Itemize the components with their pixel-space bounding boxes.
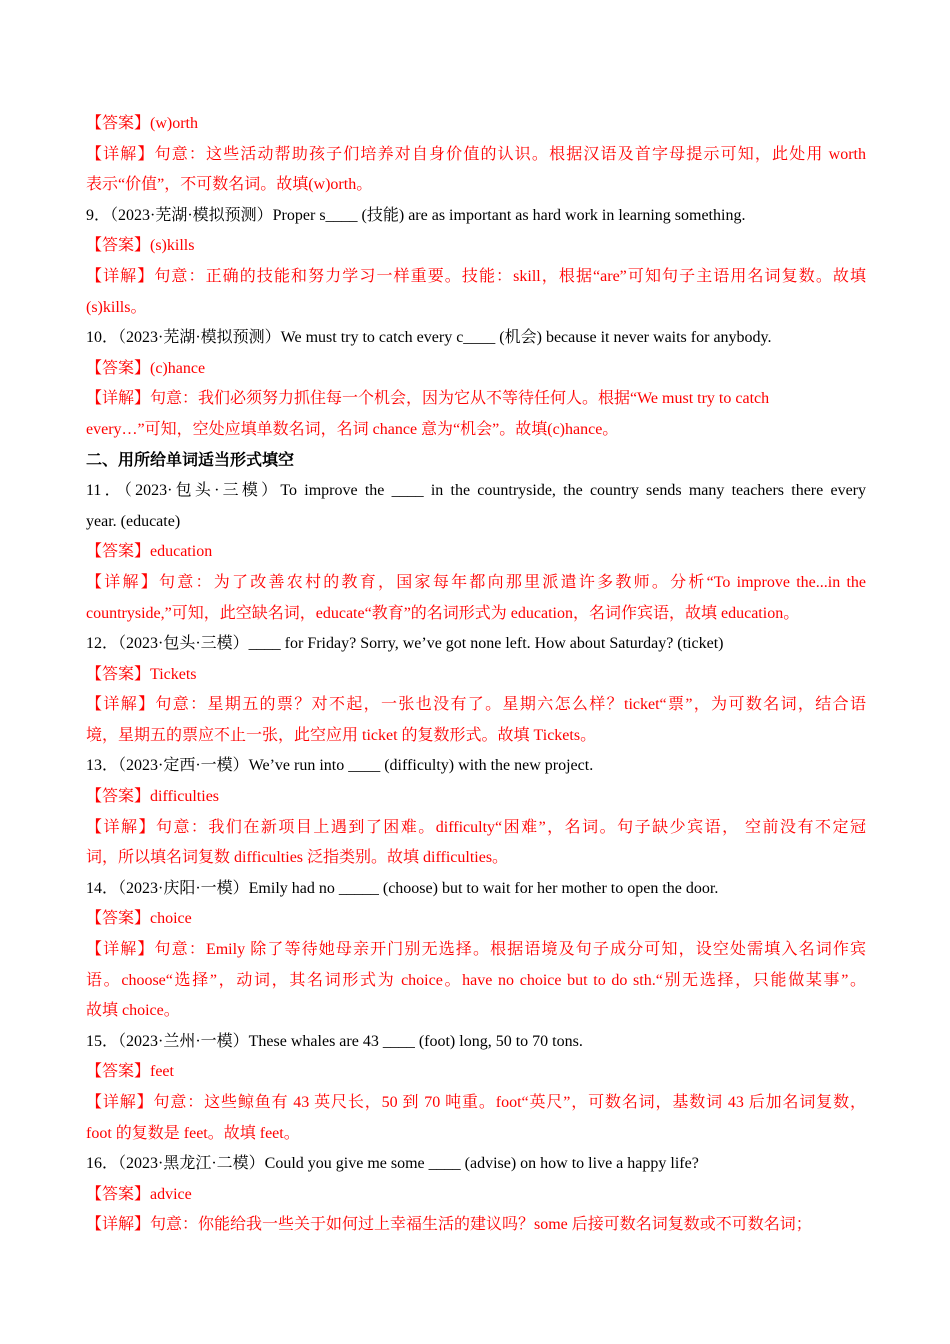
- explanation-line: countryside,”可知，此空缺名词，educate“教育”的名词形式为 education，名词作宾语，故填 education。: [86, 604, 800, 622]
- question-line: year. (educate): [86, 512, 181, 530]
- question-line: 16．（2023·黑龙江·二模）Could you give me some ____ (advise) on how to live a happy life?: [86, 1155, 699, 1173]
- answer-line: 【答案】(s)kills: [86, 237, 195, 255]
- question-line: 11．（2023·包头·三模）To improve the ____ in the countryside, the country sends many teachers there every: [86, 482, 866, 500]
- explanation-line: 表示“价值”，不可数名词。故填(w)orth。: [86, 176, 373, 194]
- question-line: 13．（2023·定西·一模）We’ve run into ____ (difficulty) with the new project.: [86, 757, 594, 775]
- answer-line: 【答案】(w)orth: [86, 115, 198, 132]
- explanation-line: every…”可知，空处应填单数名词，名词 chance 意为“机会”。故填(c)hance。: [86, 420, 619, 438]
- question-line: 15．（2023·兰州·一模）These whales are 43 ____ (foot) long, 50 to 70 tons.: [86, 1032, 583, 1050]
- explanation-line: 境，星期五的票应不止一张，此空应用 ticket 的复数形式。故填 Tickets。: [86, 726, 597, 744]
- answer-line: 【答案】difficulties: [86, 788, 220, 806]
- answer-line: 【答案】advice: [86, 1185, 192, 1203]
- explanation-line: 【详解】句意：这些活动帮助孩子们培养对自身价值的认识。根据汉语及首字母提示可知，此处用 worth: [86, 145, 866, 163]
- question-line: 12．（2023·包头·三模）____ for Friday? Sorry, we’ve got none left. How about Saturday? (ticket): [86, 635, 724, 653]
- question-line: 14．（2023·庆阳·一模）Emily had no _____ (choose) but to wait for her mother to open the door.: [86, 879, 719, 897]
- explanation-line: 【详解】句意：正确的技能和努力学习一样重要。技能：skill，根据“are”可知句子主语用名词复数。故填: [86, 267, 866, 285]
- answer-line: 【答案】choice: [86, 910, 192, 928]
- explanation-line: 【详解】句意：星期五的票？对不起，一张也没有了。星期六怎么样？ticket“票”，为可数名词，结合语: [86, 696, 866, 714]
- explanation-line: (s)kills。: [86, 298, 147, 316]
- answer-line: 【答案】Tickets: [86, 665, 197, 683]
- answer-line: 【答案】education: [86, 543, 213, 561]
- section-heading: 二、用所给单词适当形式填空: [86, 451, 295, 469]
- explanation-line: 【详解】句意：为了改善农村的教育，国家每年都向那里派遣许多教师。分析“To improve the...in the: [86, 573, 866, 591]
- explanation-line: 【详解】句意：我们在新项目上遇到了困难。difficulty“困难”，名词。句子缺少宾语， 空前没有不定冠: [86, 818, 866, 836]
- answer-line: 【答案】(c)hance: [86, 359, 206, 377]
- explanation-line: foot 的复数是 feet。故填 feet。: [86, 1124, 300, 1142]
- explanation-line: 【详解】句意：这些鲸鱼有 43 英尺长，50 到 70 吨重。foot“英尺”，可数名词，基数词 43 后加名词复数，: [86, 1094, 866, 1111]
- explanation-line: 【详解】句意：Emily 除了等待她母亲开门别无选择。根据语境及句子成分可知，设空处需填入名词作宾: [86, 941, 866, 959]
- answer-line: 【答案】feet: [86, 1063, 174, 1081]
- document-page: [86, 109, 866, 1241]
- explanation-line: 故填 choice。: [86, 1002, 180, 1020]
- question-line: 10．（2023·芜湖·模拟预测）We must try to catch every c____ (机会) because it never waits for anybody.: [86, 329, 772, 347]
- explanation-line: 语。choose“选择”，动词，其名词形式为 choice。have no choice but to do sth.“别无选择，只能做某事”。: [86, 971, 866, 989]
- explanation-line: 【详解】句意：你能给我一些关于如何过上幸福生活的建议吗？some 后接可数名词复数或不可数名词；: [86, 1216, 812, 1234]
- explanation-line: 词，所以填名词复数 difficulties 泛指类别。故填 difficulties。: [86, 849, 509, 867]
- question-line: 9．（2023·芜湖·模拟预测）Proper s____ (技能) are as important as hard work in learning something.: [86, 206, 746, 224]
- explanation-line: 【详解】句意：我们必须努力抓住每一个机会，因为它从不等待任何人。根据“We must try to catch: [86, 390, 770, 408]
